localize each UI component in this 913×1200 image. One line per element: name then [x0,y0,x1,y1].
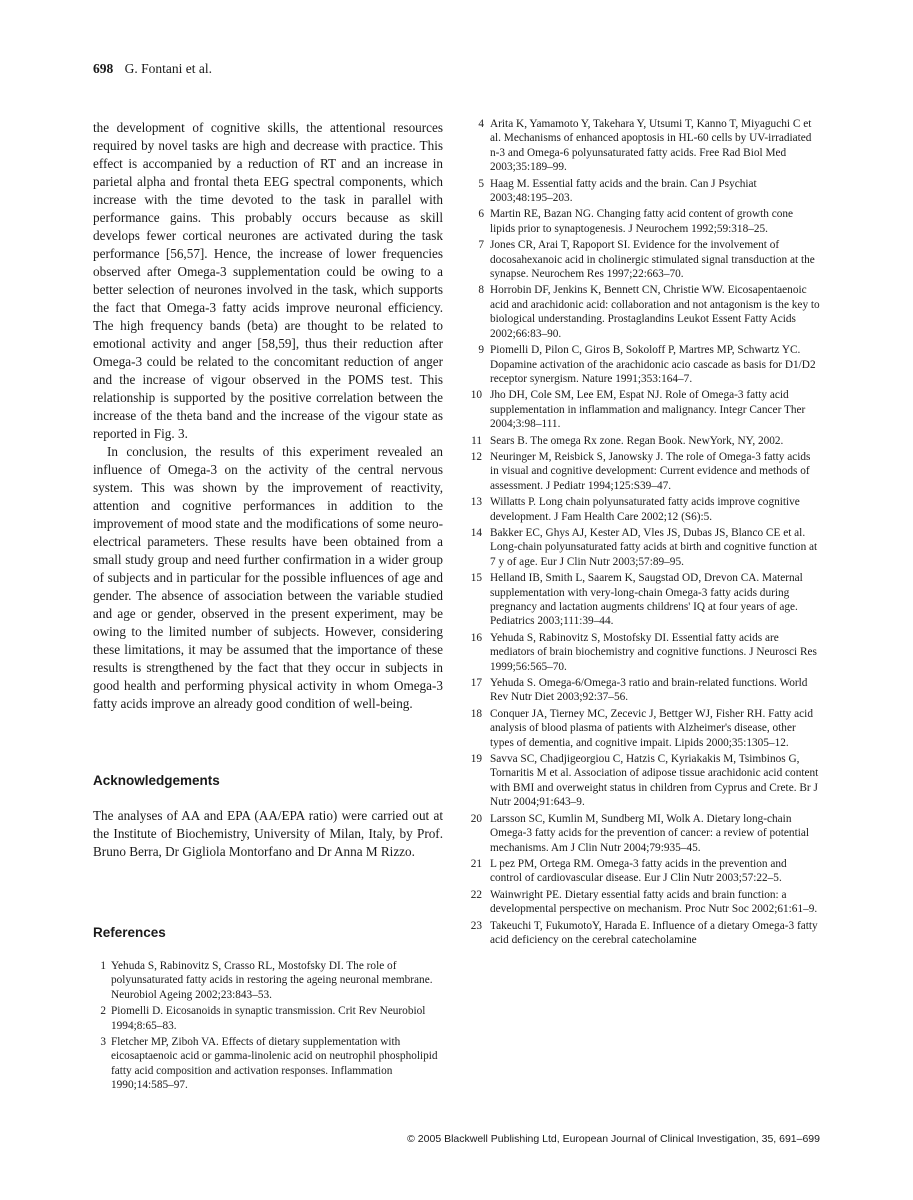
reference-item: 13 Willatts P. Long chain polyunsaturated fatty acids improve cognitive development. J Fam Health Care 2002;12 (S6):5. [470,496,800,523]
copyright-footer: © 2005 Blackwell Publishing Ltd, European Journal of Clinical Investigation, 35, 691–699 [407,1133,820,1145]
reference-item: 5 Haag M. Essential fatty acids and the brain. Can J Psychiat 2003;48:195–203. [478,177,757,205]
left-column [93,119,443,1092]
reference-item: 14 Bakker EC, Ghys AJ, Kester AD, Vles JS, Dubas JS, Blanco CE et al. Long-chain polyunsaturated fatty acids at birth and cognitive function at 7 y of age. Eur J Clin Nutr 2003;57:89–95. [470,526,818,568]
reference-item: 7 Jones CR, Arai T, Rapoport SI. Evidence for the involvement of docosahexanoic acid in cholinergic stimulated signal transduction at the synapse. Neurochem Res 1997;22:663–70. [478,239,815,281]
reference-item: 21 L pez PM, Ortega RM. Omega-3 fatty acids in the prevention and control of cardiovascular disease. Eur J Clin Nutr 2003;57:22–5. [470,857,787,885]
reference-item: 15 Helland IB, Smith L, Saarem K, Saugstad OD, Drevon CA. Maternal supplementation with very-long-chain Omega-3 fatty acids during pregnancy and lactation augments childrens' IQ at four years of age. Pediatrics 2003;111:39–44. [470,572,803,628]
reference-item: 23 Takeuchi T, FukumotoY, Harada E. Influence of a dietary Omega-3 fatty acid deficiency on the cerebral catecholamine [470,919,818,946]
reference-item: 20 Larsson SC, Kumlin M, Sundberg MI, Wolk A. Dietary long-chain Omega-3 fatty acids for the prevention of cancer: a review of potential mechanisms. Am J Clin Nutr 2004;79:935–45. [470,812,809,854]
reference-item: 19 Savva SC, Chadjigeorgiou C, Hatzis C, Kyriakakis M, Tsimbinos G, Tornaritis M et al. Association of adipose tissue arachidonic acid content with BMI and overweight status in children from Cyprus and Crete. Br J Nutr 2004;91:643–9. [470,753,819,809]
reference-item: 16 Yehuda S, Rabinovitz S, Mostofsky DI. Essential fatty acids are mediators of brain biochemistry and cognitive functions. J Neurosci Res 1999;56:565–70. [470,631,817,673]
references-list-right [472,117,820,949]
body-paragraph-conclusion: In conclusion, the results of this experiment revealed an influence of Omega-3 on the activity of the central nervous system. This was shown by the improvement of reactivity, attention and cognitive performances in addition to the improvement of mood state and the modifications of some neuro-electrical parameters. These results have been obtained from a small study group and need further confirmation in a wider group of subjects and in particular for the possible influences of age and gender. The absence of association between the variable studied and age or gender, observed in the present experiment, may be owing to the limited number of subjects. However, considering these limitations, it may be assumed that the importance of these results is strengthened by the fact that they occur in subjects in good health and performing physical activity in whom Omega-3 fatty acids improve an already good condition of well-being. [93,444,443,711]
reference-item: 3 Fletcher MP, Ziboh VA. Effects of dietary supplementation with eicosaptaenoic acid or gamma-linolenic acid on neutrophil phospholipid fatty acid composition and activation responses. Inflammation 1990;14:585–97. [100,1036,438,1092]
reference-item: 22 Wainwright PE. Dietary essential fatty acids and brain function: a developmental perspective on mechanism. Proc Nutr Soc 2002;61:61–9. [470,888,818,916]
reference-item: 4 Arita K, Yamamoto Y, Takehara Y, Utsumi T, Kanno T, Miyaguchi C et al. Mechanisms of enhanced apoptosis in HL-60 cells by UV-irradiated n-3 and Omega-6 polyunsaturated fatty acids. Free Rad Biol Med 2003;35:189–99. [478,118,812,174]
reference-item: 6 Martin RE, Bazan NG. Changing fatty acid content of growth cone lipids prior to synaptogenesis. J Neurochem 1992;59:318–25. [478,208,794,235]
reference-item: 2 Piomelli D. Eicosanoids in synaptic transmission. Crit Rev Neurobiol 1994;8:65–83. [100,1005,426,1032]
reference-item: 9 Piomelli D, Pilon C, Giros B, Sokoloff P, Martres MP, Schwartz YC. Dopamine activation of the arachidonic acio cascade as basis for D1/D2 receptor synergism. Nature 1991;353:164–7. [478,344,816,385]
body-paragraph-1: the development of cognitive skills, the attentional resources required by novel tasks are high and decrease with practice. This effect is accompanied by a reduction of RT and an increase in parietal alpha and frontal theta EEG spectral components, which increase with the time devoted to the task in parallel with performance gains. This probably occurs because as skill develops fewer cortical neurones are activated during the task performance [56,57]. Hence, the increase of lower frequencies observed after Omega-3 supplementation could be owing to a better selection of neurones involved in the task, which supports the fact that Omega-3 fatty acids improve neuronal efficiency. The high frequency bands (beta) are thought to be related to emotional activity and anger [58,59], thus their reduction after Omega-3 could be related to the concomitant reduction of anger and the increase of vigour observed in the POMS test. This relationship is supported by the positive correlation between the increase of the theta band and the increase of the vigour state as reported in Fig. 3. [93,120,443,441]
reference-item: 18 Conquer JA, Tierney MC, Zecevic J, Bettger WJ, Fisher RH. Fatty acid analysis of blood plasma of patients with Alzheimer's disease, other types of dementia, and cognitive impait. Lipids 2000;35:1305–12. [470,707,813,749]
references-list-left [93,959,443,1095]
reference-item: 17 Yehuda S. Omega-6/Omega-3 ratio and brain-related functions. World Rev Nutr Diet 2003;92:37–56. [470,677,808,704]
reference-item: 12 Neuringer M, Reisbick S, Janowsky J. The role of Omega-3 fatty acids in visual and cognitive development: Current evidence and methods of assessment. J Pediatr 1994;125:S39–47. [470,450,811,492]
page-number: 698 [93,61,114,76]
acknowledgements-heading: Acknowledgements [93,773,220,788]
reference-item: 11 Sears B. The omega Rx zone. Regan Book. NewYork, NY, 2002. [471,434,784,447]
acknowledgements-text: The analyses of AA and EPA (AA/EPA ratio) were carried out at the Institute of Biochemistry, University of Milan, Italy, by Prof. Bruno Berra, Dr Gigliola Montorfano and Dr Anna M Rizzo. [93,808,443,859]
running-header [93,61,212,77]
running-authors: G. Fontani et al. [124,61,212,76]
reference-item: 8 Horrobin DF, Jenkins K, Bennett CN, Christie WW. Eicosapentaenoic acid and arachidonic acid: collaboration and not antagonism is the key to biological understanding. Prostaglandins Leukot Essent Fatty Acids 2002;66:83–90. [478,284,820,340]
reference-item: 10 Jho DH, Cole SM, Lee EM, Espat NJ. Role of Omega-3 fatty acid supplementation in inflammation and malignancy. Integr Cancer Ther 2004;3:98–111. [470,389,806,431]
references-heading: References [93,925,166,940]
reference-item: 1 Yehuda S, Rabinovitz S, Crasso RL, Mostofsky DI. The role of polyunsaturated fatty acids in restoring the ageing neuronal membrane. Neurobiol Ageing 2002;23:843–53. [100,960,433,1001]
